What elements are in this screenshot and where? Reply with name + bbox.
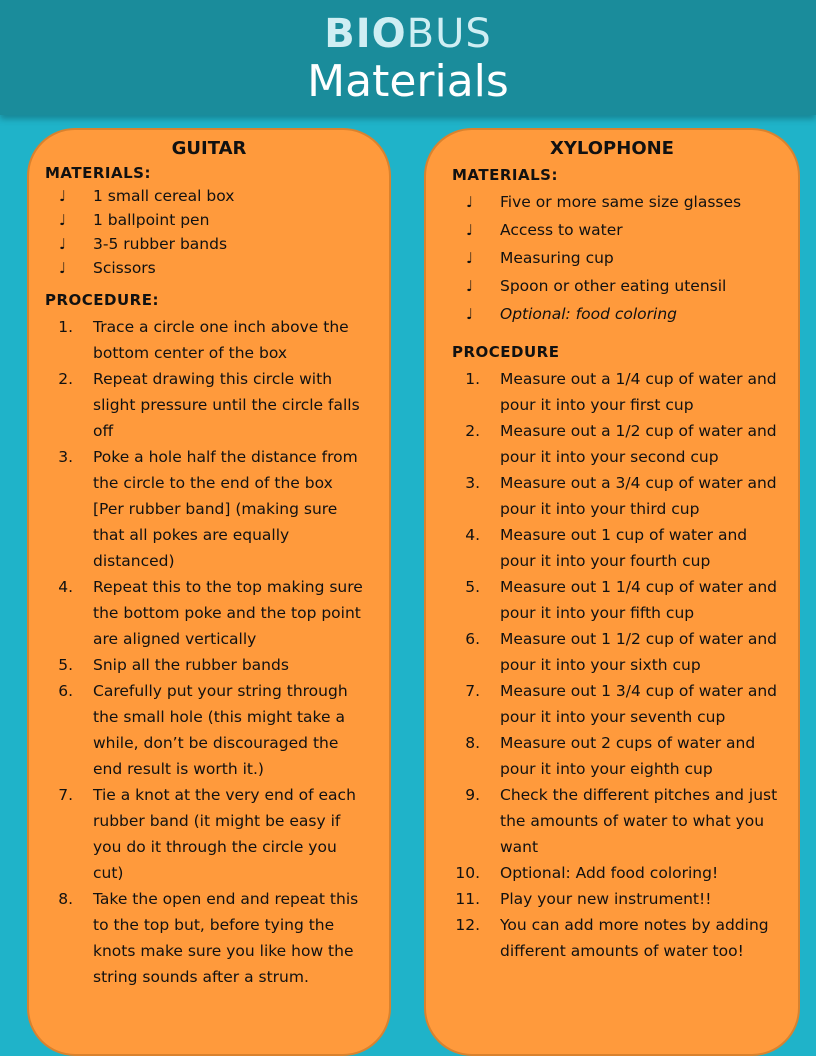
- step-text: Poke a hole half the distance from the circle to the end of the box [Per rubber band] (making sure that all pokes are equally distanced): [93, 448, 358, 570]
- list-item: [452, 782, 784, 860]
- list-item: [452, 470, 784, 522]
- material-text: Spoon or other eating utensil: [500, 277, 727, 295]
- material-text: Scissors: [93, 259, 156, 277]
- step-number: 1.: [465, 370, 480, 388]
- material-text: Access to water: [500, 221, 623, 239]
- music-note-icon: ♩: [59, 235, 67, 253]
- brand-light: BUS: [406, 11, 492, 57]
- music-note-icon: ♩: [466, 193, 474, 211]
- xylophone-card: [424, 128, 800, 1056]
- step-text: Measure out a 1/2 cup of water and pour it into your second cup: [500, 422, 777, 466]
- list-item: [45, 256, 375, 280]
- step-number: 4.: [58, 578, 73, 596]
- music-note-icon: ♩: [466, 277, 474, 295]
- list-item: [452, 860, 784, 886]
- list-item: [45, 782, 367, 886]
- step-text: Carefully put your string through the small hole (this might take a while, don’t be discouraged the end result is worth it.): [93, 682, 348, 778]
- music-note-icon: ♩: [466, 221, 474, 239]
- list-item: [45, 678, 367, 782]
- list-item: [452, 244, 788, 272]
- step-number: 8.: [58, 890, 73, 908]
- brand-logo: [0, 12, 816, 56]
- music-note-icon: ♩: [466, 305, 474, 323]
- step-number: 10.: [455, 864, 480, 882]
- step-number: 6.: [465, 630, 480, 648]
- material-text: Five or more same size glasses: [500, 193, 742, 211]
- step-text: Play your new instrument!!: [500, 890, 712, 908]
- list-item: [45, 314, 367, 366]
- step-number: 7.: [58, 786, 73, 804]
- list-item: [45, 208, 375, 232]
- step-text: Tie a knot at the very end of each rubber band (it might be easy if you do it through the circle you cut): [93, 786, 356, 882]
- music-note-icon: ♩: [59, 259, 67, 277]
- xylophone-title: XYLOPHONE: [550, 138, 674, 159]
- list-item: [452, 300, 788, 328]
- step-number: 3.: [58, 448, 73, 466]
- guitar-materials-heading: MATERIALS:: [45, 164, 151, 182]
- guitar-steps-list: [45, 314, 367, 990]
- list-item: [452, 366, 784, 418]
- material-text: Optional: food coloring: [500, 305, 678, 323]
- list-item: [45, 574, 367, 652]
- step-number: 8.: [465, 734, 480, 752]
- xylophone-materials-list: [452, 188, 788, 328]
- step-text: Optional: Add food coloring!: [500, 864, 719, 882]
- list-item: [452, 886, 784, 912]
- step-number: 11.: [455, 890, 480, 908]
- list-item: [45, 366, 367, 444]
- step-number: 1.: [58, 318, 73, 336]
- step-number: 2.: [58, 370, 73, 388]
- step-number: 2.: [465, 422, 480, 440]
- step-text: Repeat drawing this circle with slight pressure until the circle falls off: [93, 370, 360, 440]
- step-text: Check the different pitches and just the amounts of water to what you want: [500, 786, 778, 856]
- step-text: Take the open end and repeat this to the top but, before tying the knots make sure you like how the string sounds after a strum.: [93, 890, 359, 986]
- step-number: 4.: [465, 526, 480, 544]
- guitar-title: GUITAR: [171, 138, 247, 159]
- list-item: [452, 730, 784, 782]
- step-text: You can add more notes by adding different amounts of water too!: [500, 916, 769, 960]
- step-text: Trace a circle one inch above the bottom center of the box: [93, 318, 349, 362]
- step-text: Measure out 2 cups of water and pour it into your eighth cup: [500, 734, 756, 778]
- step-number: 12.: [455, 916, 480, 934]
- xylophone-procedure-heading: PROCEDURE: [452, 343, 560, 361]
- step-number: 7.: [465, 682, 480, 700]
- list-item: [452, 188, 788, 216]
- step-number: 5.: [465, 578, 480, 596]
- step-text: Measure out a 3/4 cup of water and pour it into your third cup: [500, 474, 777, 518]
- list-item: [45, 886, 367, 990]
- material-text: Measuring cup: [500, 249, 614, 267]
- page-title: Materials: [307, 56, 509, 107]
- step-text: Measure out 1 1/4 cup of water and pour it into your fifth cup: [500, 578, 778, 622]
- list-item: [452, 272, 788, 300]
- material-text: 3-5 rubber bands: [93, 235, 228, 253]
- step-text: Repeat this to the top making sure the bottom poke and the top point are aligned vertically: [93, 578, 363, 648]
- list-item: [452, 626, 784, 678]
- step-text: Measure out a 1/4 cup of water and pour it into your first cup: [500, 370, 777, 414]
- list-item: [452, 574, 784, 626]
- list-item: [452, 678, 784, 730]
- xylophone-materials-heading: MATERIALS:: [452, 166, 558, 184]
- step-number: 6.: [58, 682, 73, 700]
- music-note-icon: ♩: [59, 187, 67, 205]
- step-text: Measure out 1 1/2 cup of water and pour it into your sixth cup: [500, 630, 778, 674]
- material-text: 1 small cereal box: [93, 187, 235, 205]
- list-item: [45, 232, 375, 256]
- music-note-icon: ♩: [59, 211, 67, 229]
- guitar-card: [27, 128, 391, 1056]
- step-text: Snip all the rubber bands: [93, 656, 289, 674]
- material-text: 1 ballpoint pen: [93, 211, 210, 229]
- step-number: 3.: [465, 474, 480, 492]
- guitar-procedure-heading: PROCEDURE:: [45, 291, 159, 309]
- step-number: 9.: [465, 786, 480, 804]
- list-item: [45, 184, 375, 208]
- music-note-icon: ♩: [466, 249, 474, 267]
- list-item: [452, 522, 784, 574]
- step-text: Measure out 1 cup of water and pour it into your fourth cup: [500, 526, 748, 570]
- xylophone-steps-list: [452, 366, 784, 964]
- list-item: [45, 652, 367, 678]
- guitar-materials-list: [45, 184, 375, 280]
- list-item: [45, 444, 367, 574]
- header-banner: [0, 0, 816, 115]
- step-number: 5.: [58, 656, 73, 674]
- list-item: [452, 418, 784, 470]
- list-item: [452, 912, 784, 964]
- list-item: [452, 216, 788, 244]
- brand-bold: BIO: [324, 11, 407, 57]
- step-text: Measure out 1 3/4 cup of water and pour it into your seventh cup: [500, 682, 778, 726]
